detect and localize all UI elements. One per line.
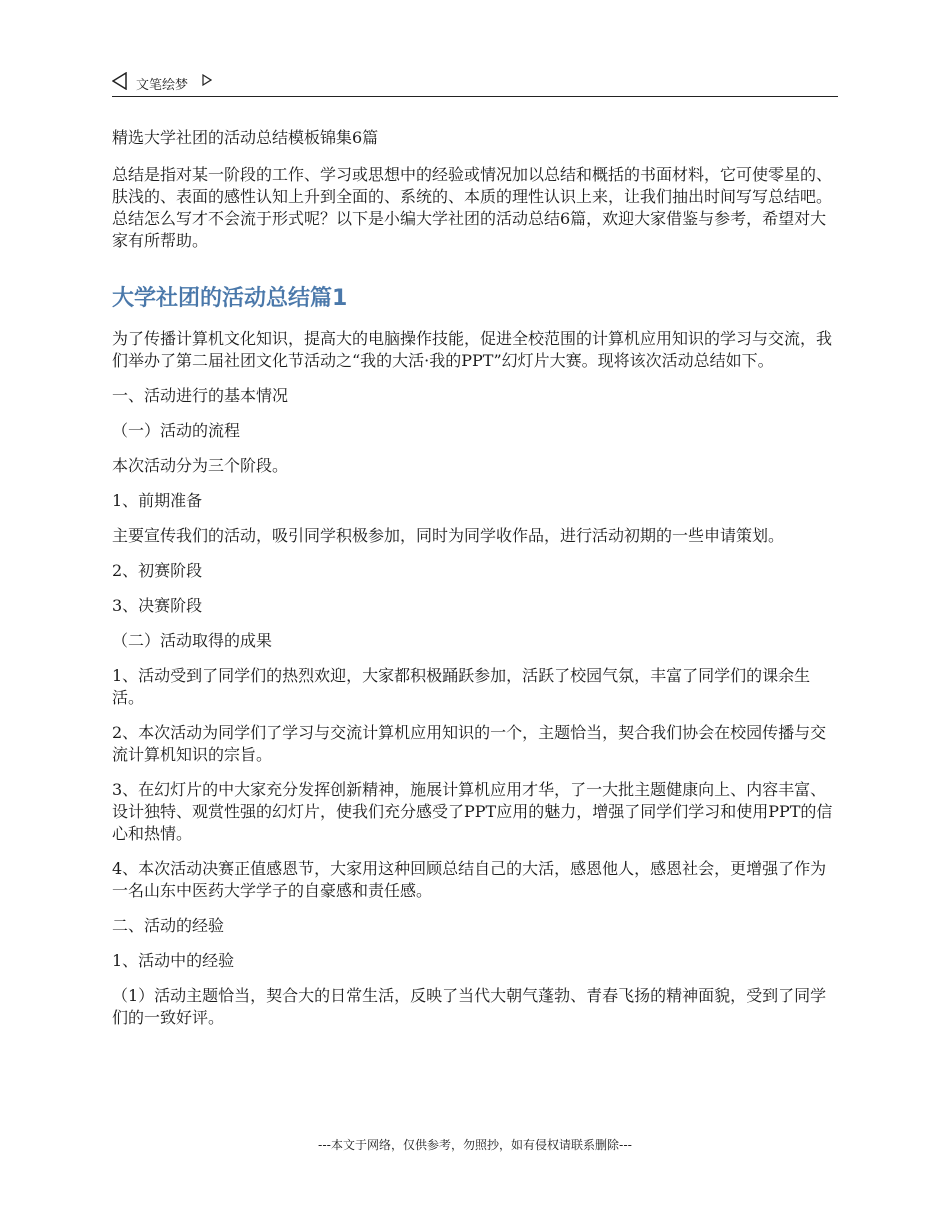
triangle-right-icon [202,74,212,86]
document-body [112,127,838,1042]
paragraph: 2、初赛阶段 [112,561,203,580]
page-header [112,70,838,97]
paragraph: 1、活动受到了同学们的热烈欢迎，大家都积极踊跃参加，活跃了校园气氛，丰富了同学们的课余生活。 [112,666,811,707]
paragraph: 3、决赛阶段 [112,596,203,615]
paragraph: 4、本次活动决赛正值感恩节，大家用这种回顾总结自己的大活，感恩他人，感恩社会，更增强了作为一名山东中医药大学学子的自豪感和责任感。 [112,859,827,900]
section-heading: 大学社团的活动总结篇1 [112,286,348,311]
paragraph: 为了传播计算机文化知识，提高大的电脑操作技能，促进全校范围的计算机应用知识的学习与交流，我们举办了第二届社团文化节活动之“我的大活·我的PPT”幻灯片大赛。现将该次活动总结如下。 [112,329,833,370]
page-footer: ---本文于网络，仅供参考，勿照抄，如有侵权请联系删除--- [318,1138,632,1152]
paragraph: （1）活动主题恰当，契合大的日常生活，反映了当代大朝气蓬勃、青春飞扬的精神面貌，受到了同学们的一致好评。 [112,986,827,1027]
paragraph: （二）活动取得的成果 [112,631,273,650]
paragraph: 2、本次活动为同学们了学习与交流计算机应用知识的一个，主题恰当，契合我们协会在校园传播与交流计算机知识的宗旨。 [112,723,827,764]
triangle-left-icon [112,72,128,90]
intro-paragraph: 总结是指对某一阶段的工作、学习或思想中的经验或情况加以总结和概括的书面材料，它可使零星的、肤浅的、表面的感性认知上升到全面的、系统的、本质的理性认识上来，让我们抽出时间写写总结吧。总结怎么写才不会流于形式呢？以下是小编大学社团的活动总结6篇，欢迎大家借鉴与参考，希望对大家有所帮助。 [112,165,833,250]
paragraph: 3、在幻灯片的中大家充分发挥创新精神，施展计算机应用才华，了一大批主题健康向上、内容丰富、设计独特、观赏性强的幻灯片，使我们充分感受了PPT应用的魅力，增强了同学们学习和使用PPT的信心和热情。 [112,780,833,843]
paragraph: 本次活动分为三个阶段。 [112,456,289,475]
paragraph: （一）活动的流程 [112,421,241,440]
paragraph: 主要宣传我们的活动，吸引同学积极参加，同时为同学收作品，进行活动初期的一些申请策划。 [112,526,785,545]
paragraph: 一、活动进行的基本情况 [112,386,289,405]
header-brand: 文笔绘梦 [136,78,189,93]
paragraph: 二、活动的经验 [112,916,225,935]
document-title: 精选大学社团的活动总结模板锦集6篇 [112,128,379,147]
paragraph: 1、前期准备 [112,491,203,510]
paragraph: 1、活动中的经验 [112,951,235,970]
